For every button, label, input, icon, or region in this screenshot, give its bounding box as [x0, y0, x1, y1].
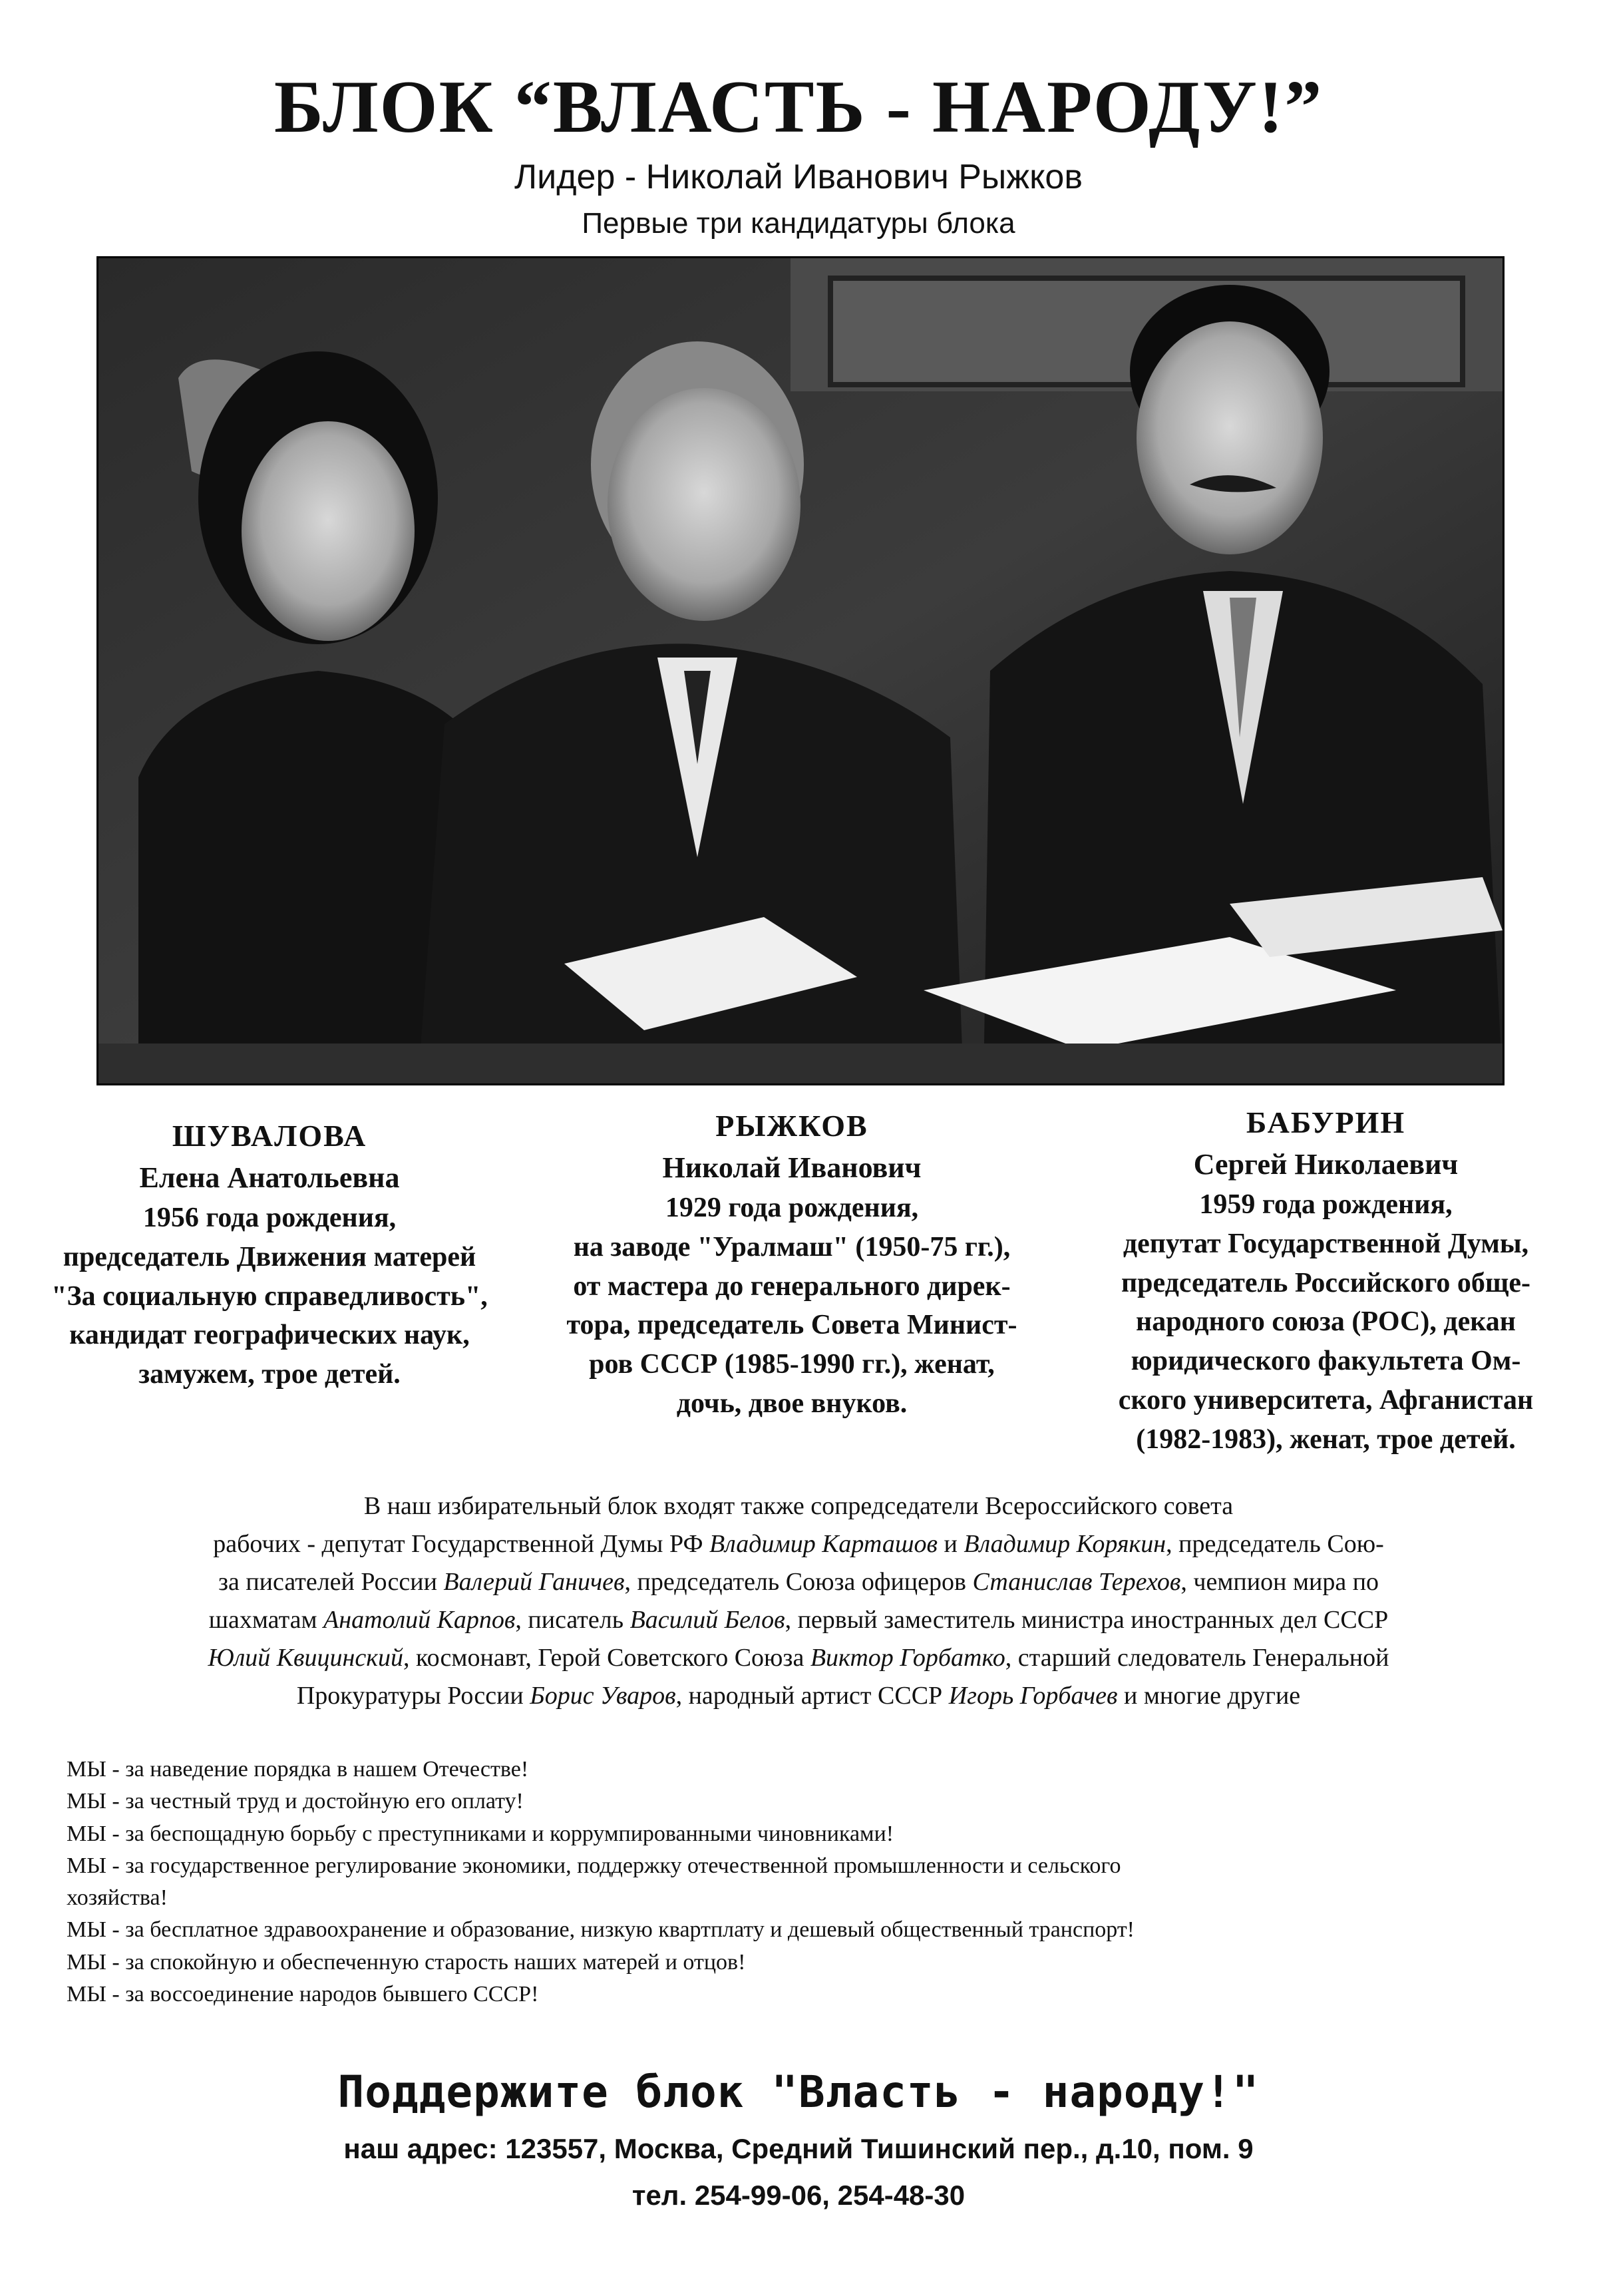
candidate-bio-baburin — [1065, 1101, 1587, 1459]
bio-line: 1959 года рождения, — [1199, 1189, 1453, 1220]
bio-line: тора, председатель Совета Минист- — [566, 1310, 1017, 1341]
members-text: Прокуратуры России — [296, 1682, 530, 1710]
group-photo-icon — [98, 258, 1503, 1083]
contact-phone: тел. 254-99-06, 254-48-30 — [631, 2180, 966, 2211]
bio-line: юридического факультета Ом- — [1131, 1346, 1521, 1377]
bio-line: дочь, двое внуков. — [676, 1388, 908, 1419]
candidate-bio-shuvalova — [13, 1115, 526, 1394]
members-line — [63, 1639, 1534, 1677]
members-text: и — [938, 1530, 964, 1558]
candidate-surname: БАБУРИН — [1246, 1105, 1406, 1139]
candidate-surname: РЫЖКОВ — [715, 1109, 868, 1143]
slogan-item: МЫ - за воссоединение народов бывшего СССР! — [67, 1981, 539, 2007]
slogans-list — [67, 1754, 1550, 2010]
member-name: Владимир Карташов — [709, 1530, 938, 1558]
member-name: Виктор Горбатко — [810, 1644, 1005, 1672]
member-name: Владимир Корякин — [964, 1530, 1166, 1558]
page-subtitle: Первые три кандидатуры блока — [582, 207, 1015, 240]
members-text: шахматам — [208, 1606, 324, 1634]
bio-line: 1956 года рождения, — [142, 1202, 397, 1233]
members-text: , чемпион мира по — [1180, 1568, 1379, 1596]
members-text: рабочих - депутат Государственной Думы РФ — [213, 1530, 709, 1558]
bio-line: 1929 года рождения, — [665, 1192, 919, 1223]
bio-line: на заводе "Уралмаш" (1950-75 гг.), — [573, 1231, 1011, 1262]
contact-address: наш адрес: 123557, Москва, Средний Тишинский пер., д.10, пом. 9 — [343, 2133, 1254, 2164]
page-title: БЛОК “ВЛАСТЬ - НАРОДУ!” — [273, 66, 1324, 148]
member-name: Василий Белов — [629, 1606, 785, 1634]
slogan-item: МЫ - за честный труд и достойную его оплату! — [67, 1789, 524, 1814]
members-line — [63, 1487, 1534, 1525]
bio-line: председатель Движения матерей — [63, 1241, 476, 1272]
members-text: , народный артист СССР — [675, 1682, 949, 1710]
members-text: , старший следователь Генеральной — [1005, 1644, 1389, 1672]
bloc-members-paragraph — [63, 1487, 1534, 1715]
bio-line: народного союза (РОС), декан — [1136, 1306, 1516, 1338]
bio-line: ского университета, Афганистан — [1118, 1384, 1534, 1416]
members-line — [63, 1525, 1534, 1563]
member-name: Юлий Квицинский — [208, 1644, 404, 1672]
members-text: за писателей России — [218, 1568, 444, 1596]
candidate-given-name: Сергей Николаевич — [1193, 1148, 1459, 1181]
members-text: , председатель Сою- — [1166, 1530, 1384, 1558]
candidate-bio-ryzhkov — [526, 1105, 1058, 1424]
slogan-item: МЫ - за беспощадную борьбу с преступниками и коррумпированными чиновниками! — [67, 1821, 894, 1846]
members-line — [63, 1563, 1534, 1601]
call-to-action: Поддержите блок "Власть - народу!" — [337, 2066, 1260, 2118]
bio-line: от мастера до генерального дирек- — [573, 1270, 1011, 1302]
candidate-given-name: Елена Анатольевна — [139, 1161, 400, 1195]
members-text: , председатель Союза офицеров — [624, 1568, 973, 1596]
bio-line: председатель Российского обще- — [1121, 1267, 1531, 1298]
bio-line: замужем, трое детей. — [138, 1359, 401, 1390]
members-text: , первый заместитель министра иностранных дел СССР — [785, 1606, 1389, 1634]
slogan-item: хозяйства! — [67, 1885, 168, 1911]
bio-line: кандидат географических наук, — [69, 1320, 470, 1351]
slogan-item: МЫ - за бесплатное здравоохранение и образование, низкую квартплату и дешевый общественный транспорт! — [67, 1917, 1135, 1943]
member-name: Анатолий Карпов — [323, 1606, 516, 1634]
candidate-given-name: Николай Иванович — [662, 1151, 922, 1185]
members-text: , писатель — [515, 1606, 630, 1634]
slogan-item: МЫ - за наведение порядка в нашем Отечестве! — [67, 1757, 529, 1782]
slogan-item: МЫ - за государственное регулирование экономики, поддержку отечественной промышленности и сельского — [67, 1853, 1121, 1878]
member-name: Валерий Ганичев — [443, 1568, 625, 1596]
member-name: Борис Уваров — [530, 1682, 676, 1710]
leader-line: Лидер - Николай Иванович Рыжков — [514, 158, 1083, 196]
candidate-surname: ШУВАЛОВА — [172, 1119, 367, 1153]
bio-line: ров СССР (1985-1990 гг.), женат, — [589, 1349, 995, 1380]
members-line — [63, 1601, 1534, 1639]
slogan-item: МЫ - за спокойную и обеспеченную старость наших матерей и отцов! — [67, 1949, 746, 1975]
group-photo — [96, 256, 1505, 1085]
bio-line: депутат Государственной Думы, — [1123, 1228, 1529, 1259]
members-text: В наш избирательный блок входят также сопредседатели Всероссийского совета — [363, 1492, 1234, 1520]
bio-line: (1982-1983), женат, трое детей. — [1136, 1424, 1516, 1455]
member-name: Станислав Терехов — [972, 1568, 1181, 1596]
members-line — [63, 1677, 1534, 1715]
members-text: , космонавт, Герой Советского Союза — [403, 1644, 810, 1672]
members-text: и многие другие — [1117, 1682, 1301, 1710]
member-name: Игорь Горбачев — [948, 1682, 1118, 1710]
bio-line: "За социальную справедливость", — [51, 1280, 488, 1312]
